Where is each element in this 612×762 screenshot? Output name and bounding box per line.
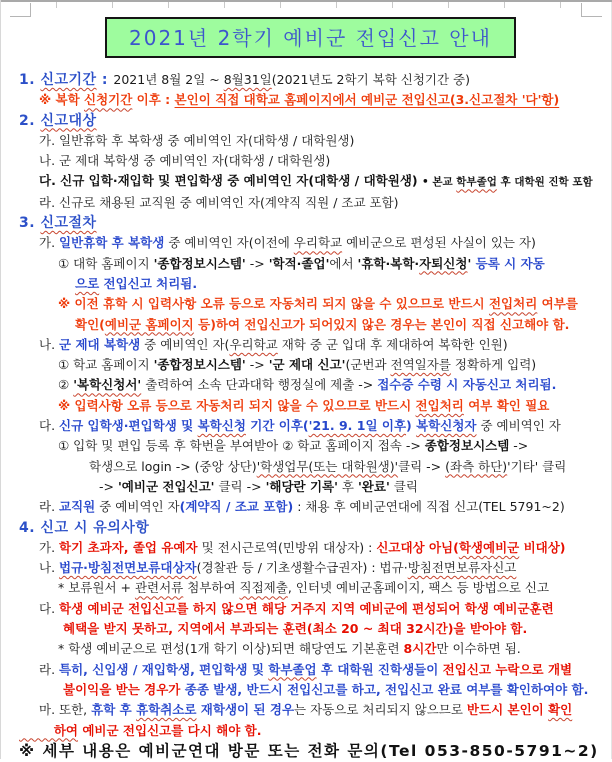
text-line [1,436,611,456]
text-segment: 중 예비역인 자(이전에 [164,235,294,251]
text-segment: 4. 신고 시 유의사항 [19,519,150,536]
text-segment: ① 입학 및 편입 등록 후 학번을 부여받아 ② 학교 홈페이지 접속 -> [58,438,425,454]
text-segment: 하여 [53,722,78,738]
text-line [1,375,611,395]
text-segment: ※ 이전 휴학 시 입력사항 오류 등으로 자동처리 되지 않을 수 있으므로 반드시 [58,296,489,312]
text-segment: 가. [39,235,60,251]
text-segment: 가. 일반휴학 후 복학생 중 예비역인 자(대학생 / 대학원생) [39,132,355,148]
text-segment: 2021년 8월 2일 ~ [113,72,224,87]
text-segment [19,723,54,738]
text-segment: 혜택을 받지 못하고, 지역에서 부과되는 훈련(최소 20 ~ 최대 32시간)을 받아야 함. [63,621,528,637]
text-segment: 비대상) [519,539,566,555]
text-line [1,680,611,700]
text-segment: 휴학취소로 [136,702,197,718]
text-segment: 가. [39,539,60,555]
text-segment: 다. [39,600,60,616]
text-segment: 기간 이후( [245,418,309,434]
text-segment: 여부를 [537,296,578,312]
text-segment: 불이익을 받는 경우가 [63,681,181,697]
text-segment: 확인( [75,316,105,332]
text-segment: 예비군 홈페이지 [104,316,194,332]
text-line [1,335,611,355]
text-segment: 군 제대 복학생 [59,336,141,352]
text-segment: '학적·졸업' [268,255,330,271]
text-segment: 학생 예비군 전입신고를 하지 않으면 해당 거주지 지역 예비군에 편성되어 학생 예비군훈련 [59,600,554,616]
text-segment: , 인터넷 예비군홈페이지, 팩스 등 방법으로 신고 [287,580,550,596]
text-segment: -> [245,255,269,271]
text-segment: 신고대상 아님( [376,539,459,555]
text-segment: 다. 신규 입학·재입학 및 편입학생 중 예비역인 자(대학생 / 대학원생) [39,173,422,189]
text-line [1,254,611,274]
text-segment: 특히, 신입생 / 재입학생, 편입학생 및 [59,661,269,677]
text-line [1,619,611,639]
text-segment: 라. 신규로 채용된 교직원 중 예비역인 자(계약직 직원 / 조교 포함) [39,194,399,210]
text-segment: 후 [337,478,358,494]
text-segment: 출력하여 소속 단과대학 행정실에 제출 -> [141,377,378,393]
text-segment: 및 전시근로역(민방위 대상자) : [197,539,377,555]
text-segment: 전입신고 누락으로 개별 [442,661,573,677]
text-line [1,639,611,659]
text-segment: '종합정보시스템' [153,255,246,271]
text-segment: (계약직 / 조교 포함) [179,499,294,515]
text-segment: 전입처리 [488,296,538,312]
text-line [1,213,611,233]
text-line [1,721,611,741]
text-segment: (경찰관 등 / 기초생활수급권자) : 법규· [196,560,408,576]
text-segment: 다. [39,418,60,434]
text-segment: '군 제대 신고' [268,357,346,373]
text-line [1,599,611,619]
text-line [1,457,611,477]
text-segment: 등)하여 전입신고가 되어있지 않은 경우는 본인이 직접 신고해야 함. [193,316,570,332]
text-segment: 전역일자를 [390,357,451,373]
text-segment: 후 대학원 진학생들이 [316,661,443,677]
text-segment: 접수증 수령 시 자동신고 처리됨. [377,377,557,393]
text-segment: (2021년도 2학기 복학 신청기간 중) [271,72,470,87]
text-segment: * 보류원서 + [58,580,135,596]
text-segment: 중 예비역인 자( [140,336,230,352]
text-line [1,131,611,151]
text-segment: 휴학 후 [91,702,137,718]
text-segment: 신고기간 [40,72,97,88]
text-segment: 확인 [548,702,573,718]
text-segment: 예비군 전입신고를 다시 해야 함. [77,722,262,738]
text-segment: (군번과 [345,357,391,373]
text-segment: (3.신고절차 '다'항) [449,92,560,108]
title-banner [1,0,611,58]
text-line [1,171,611,192]
text-segment: 1. [19,72,41,88]
text-segment: 방침전면보류자신고 [407,560,517,576]
text-segment: 학기 초과자, 졸업 유예자 [59,539,198,555]
text-segment: '예비군 전입신고' [117,478,215,494]
text-line [1,497,611,517]
text-segment: ① 대학 홈페이지 [58,255,154,271]
text-segment: 3. [19,215,41,232]
text-segment: 복학신청자 [416,418,477,434]
text-segment: 클릭 -> [398,458,446,474]
text-segment: '휴학·복학· [357,255,420,271]
text-segment: 등록 시 자동 [475,255,545,271]
text-segment: -> [245,357,269,373]
text-line [1,111,611,131]
text-segment: 나. [39,560,60,576]
text-line [1,416,611,436]
text-segment: 마. 또한, [39,702,92,718]
text-segment: 반드시 본인이 [466,702,549,718]
text-segment: '종합정보시스템' [153,357,246,373]
text-segment: '해당란 기록' [265,478,338,494]
text-segment: 신청기간 [84,92,133,108]
text-line [1,700,611,720]
text-segment: 복학신청 [197,418,246,434]
text-segment: (좌측 하단) [445,458,508,474]
page-margin-mark-right [581,3,602,17]
text-segment: ※ 입력사항 오류 등으로 자동처리 되지 않을 수 있으므로 반드시 [58,397,416,413]
text-segment: ① 학교 홈페이지 [58,357,154,373]
page-margin-mark-left [10,3,31,17]
text-segment: 으로 [75,275,100,291]
text-segment: '21. 9. 1일 이후 [308,418,407,434]
text-segment: : 채용 후 예비군연대에 직접 신고(TEL 5791~2) [293,499,565,515]
text-segment: 관련서류 [134,580,184,596]
text-segment: 학생예비군 [458,539,520,555]
page-title: 2021년 2학기 예비군 전입신고 안내 [105,17,516,58]
text-segment: 에서 [329,255,358,271]
text-segment: 만 이수하면 됨. [436,641,521,657]
text-segment: 종합정보시스템 [424,438,510,454]
text-segment: 신고절차 [40,215,97,232]
text-segment: 우리학교 [229,336,278,352]
text-segment: ※ 복학 [39,92,85,108]
text-segment: 중 예비역인 자 [476,418,561,434]
text-segment: 8시간 [403,641,437,657]
text-segment: ) [406,418,417,434]
text-segment: 학부졸업 [456,176,497,189]
text-segment: 재학 중 군 입대 후 제대하여 복학한 인원) [277,336,508,352]
text-segment: 8월31일 [223,72,272,87]
text-line [1,294,611,314]
text-segment: 학생으로 login -> (중앙 상단) [89,458,257,474]
text-segment: 클릭 [389,478,418,494]
text-line [1,315,611,335]
document-body [1,70,611,762]
text-segment: ' [467,255,476,271]
text-segment: 라. [39,661,60,677]
text-line [1,233,611,253]
text-line [1,538,611,558]
text-line [1,518,611,538]
text-segment: 중 예비역인 자 [95,499,180,515]
text-segment: 전입신고 처리됨. [99,275,198,291]
text-line [1,151,611,171]
text-line [1,355,611,375]
text-segment: 본인이 직접 대학교 홈페이지에서 예비군 전입신고 [174,92,450,108]
text-segment: 정확하게 입력) [450,357,537,373]
text-segment: 학부졸업 [268,661,317,677]
text-line [1,274,611,294]
text-segment: 재학생이 된 경우 [196,702,295,718]
text-segment: 클릭 -> [214,478,266,494]
text-segment: '학생업무(또는 대학원생)' [256,458,399,474]
text-segment: 나. [39,336,60,352]
text-segment: 여부 확인 필요 [463,397,550,413]
text-segment: 라. [39,499,60,515]
text-line [1,90,611,110]
text-segment: 나. 군 제대 복학생 중 예비역인 자(대학생 / 대학원생) [39,153,331,169]
text-segment: 종종 발생, 반드시 전입신고를 하고, 전입신고 완료 여부를 확인하여야 함. [180,681,589,697]
text-segment: 법규·방침전면보류대상자 [59,560,197,576]
text-segment: 2. [19,112,41,129]
text-line [1,477,611,497]
text-segment: -> [509,438,529,454]
text-segment: '복학신청서' [73,377,142,393]
text-line [1,558,611,578]
text-segment: 직접제출 [239,580,288,596]
text-segment: 신규 입학생·편입학생 및 [59,418,198,434]
text-line [1,193,611,213]
text-segment: * 학생 예비군으로 편성(1개 학기 이상)되면 해당연도 기본훈련 [58,641,404,657]
text-segment: 우리학교 [293,235,343,251]
text-segment: 일반휴학 후 복학생 [59,235,165,251]
text-segment: '기타' 클릭 [507,458,567,474]
ruler-tick-marks [1,2,612,8]
text-segment: ② [58,377,74,393]
text-line [1,578,611,598]
text-segment: : [96,72,114,88]
text-segment: 후 대학원 진학 포함 [496,176,593,189]
text-segment: 첨부하여 [183,580,240,596]
text-segment: '완료' [357,478,390,494]
text-line [1,396,611,416]
text-segment: 예비군으로 편성된 사실이 있는 자) [342,235,536,251]
text-segment: 이후 : [132,92,175,108]
text-segment: ※ 세부 내용은 예비군연대 방문 또는 전화 문의(Tel 053-850-5791~2) [19,741,599,760]
text-segment: 는 자동으로 처리되지 않으므로 [294,702,467,718]
text-line [1,70,611,90]
text-segment: 자퇴신청 [419,255,468,271]
text-segment: 전입처리 [415,397,464,413]
text-segment: 교직원 [59,499,96,515]
text-segment: 신고대상 [40,112,97,129]
text-segment: -> [99,478,118,494]
text-segment: • 본교 [421,176,457,189]
text-line [1,660,611,680]
